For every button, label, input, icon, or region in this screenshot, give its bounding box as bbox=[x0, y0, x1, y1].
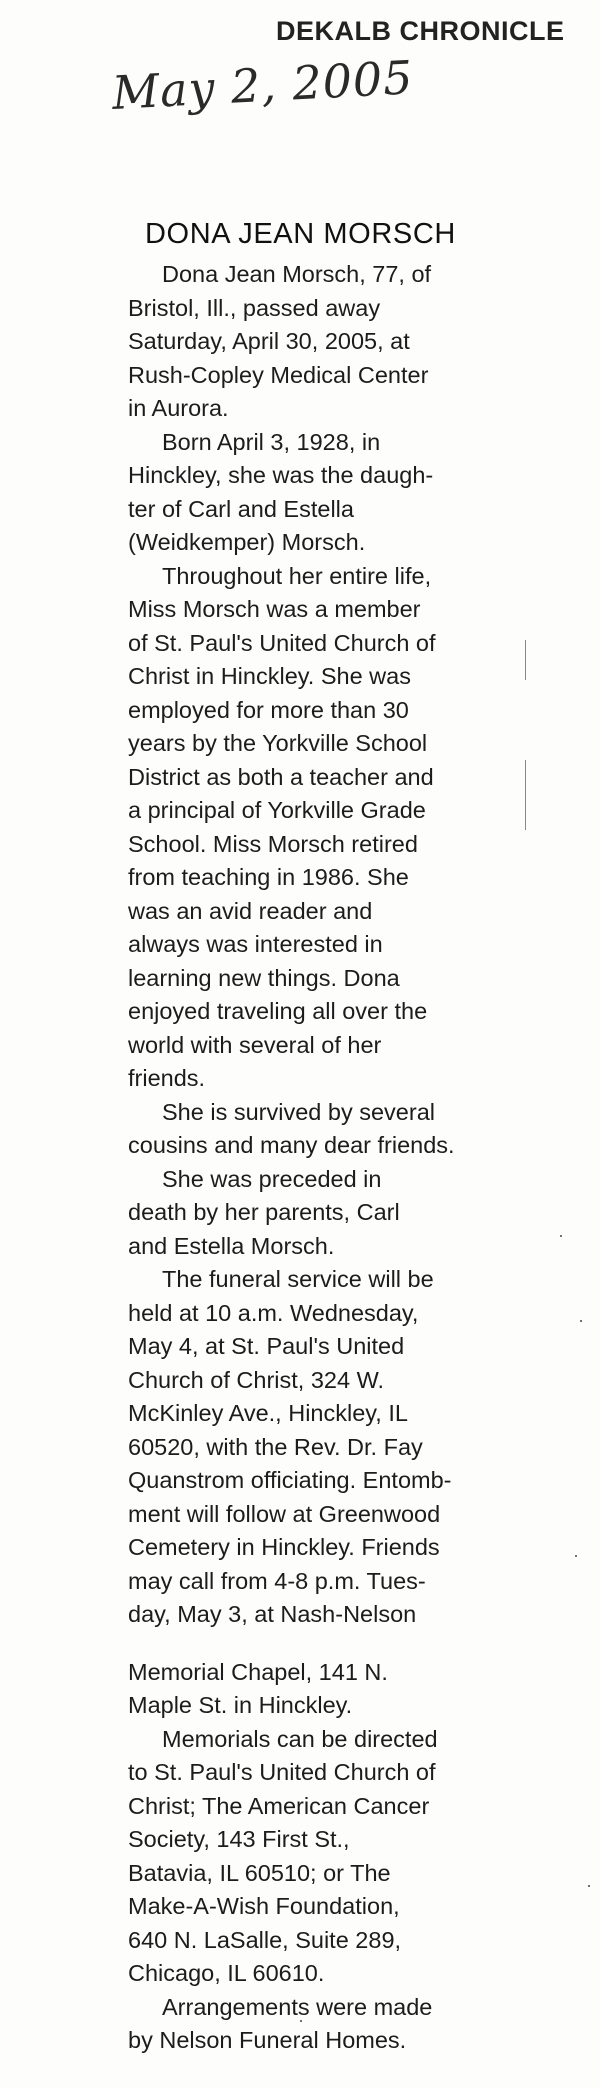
column-rule-fragment bbox=[525, 640, 526, 680]
newspaper-masthead: DEKALB CHRONICLE bbox=[276, 16, 565, 46]
paragraph-life: Throughout her entire life, Miss Morsch was a member of St. Paul's United Church of Christ in Hinckley. She was employed for more than 30 years by the Yorkville School District as both a teacher and a principal of Yorkville Grade School. Miss Morsch retired from teaching in 1986. She was an avid reader and always was interested in learning new things. Dona enjoyed traveling all over the world with several of her friends. bbox=[128, 562, 436, 1091]
scan-speck bbox=[575, 1555, 577, 1557]
column-break bbox=[128, 1632, 506, 1656]
paragraph-preceded: She was preceded in death by her parents, Carl and Estella Morsch. bbox=[128, 1165, 400, 1259]
paragraph-survivors: She is survived by several cousins and many dear friends. bbox=[128, 1098, 455, 1158]
paragraph-funeral-continued: Memorial Chapel, 141 N. Maple St. in Hinckley. bbox=[128, 1658, 388, 1718]
obituary-headline: DONA JEAN MORSCH bbox=[145, 218, 456, 250]
paragraph-death-notice: Dona Jean Morsch, 77, of Bristol, Ill., passed away Saturday, April 30, 2005, at Rush-Copley Medical Center in Aurora. bbox=[128, 261, 432, 421]
scan-speck bbox=[580, 1320, 582, 1322]
paragraph-birth: Born April 3, 1928, in Hinckley, she was the daugh- ter of Carl and Estella (Weidkemper) Morsch. bbox=[128, 428, 434, 555]
obituary-body bbox=[128, 258, 506, 2058]
handwritten-date: May 2, 2005 bbox=[110, 50, 415, 120]
paragraph-memorials: Memorials can be directed to St. Paul's United Church of Christ; The American Cancer Society, 143 First St., Batavia, IL 60510; or The Make-A-Wish Foundation, 640 N. LaSalle, Suite 289, Chicago, IL 60610. bbox=[128, 1725, 438, 1986]
paragraph-arrangements: Arrangements were made by Nelson Funeral Homes. bbox=[128, 1993, 433, 2053]
scan-speck bbox=[300, 2020, 302, 2022]
scan-speck bbox=[588, 1885, 590, 1887]
scan-speck bbox=[560, 1235, 562, 1237]
column-rule-fragment bbox=[525, 760, 526, 830]
paragraph-funeral-service: The funeral service will be held at 10 a.m. Wednesday, May 4, at St. Paul's United Church of Christ, 324 W. McKinley Ave., Hinckley, IL 60520, with the Rev. Dr. Fay Quanstrom officiating. Entomb- ment will follow at Greenwood Cemetery in Hinckley. Friends may call from 4-8 p.m. Tues- day, May 3, at Nash-Nelson bbox=[128, 1266, 452, 1627]
